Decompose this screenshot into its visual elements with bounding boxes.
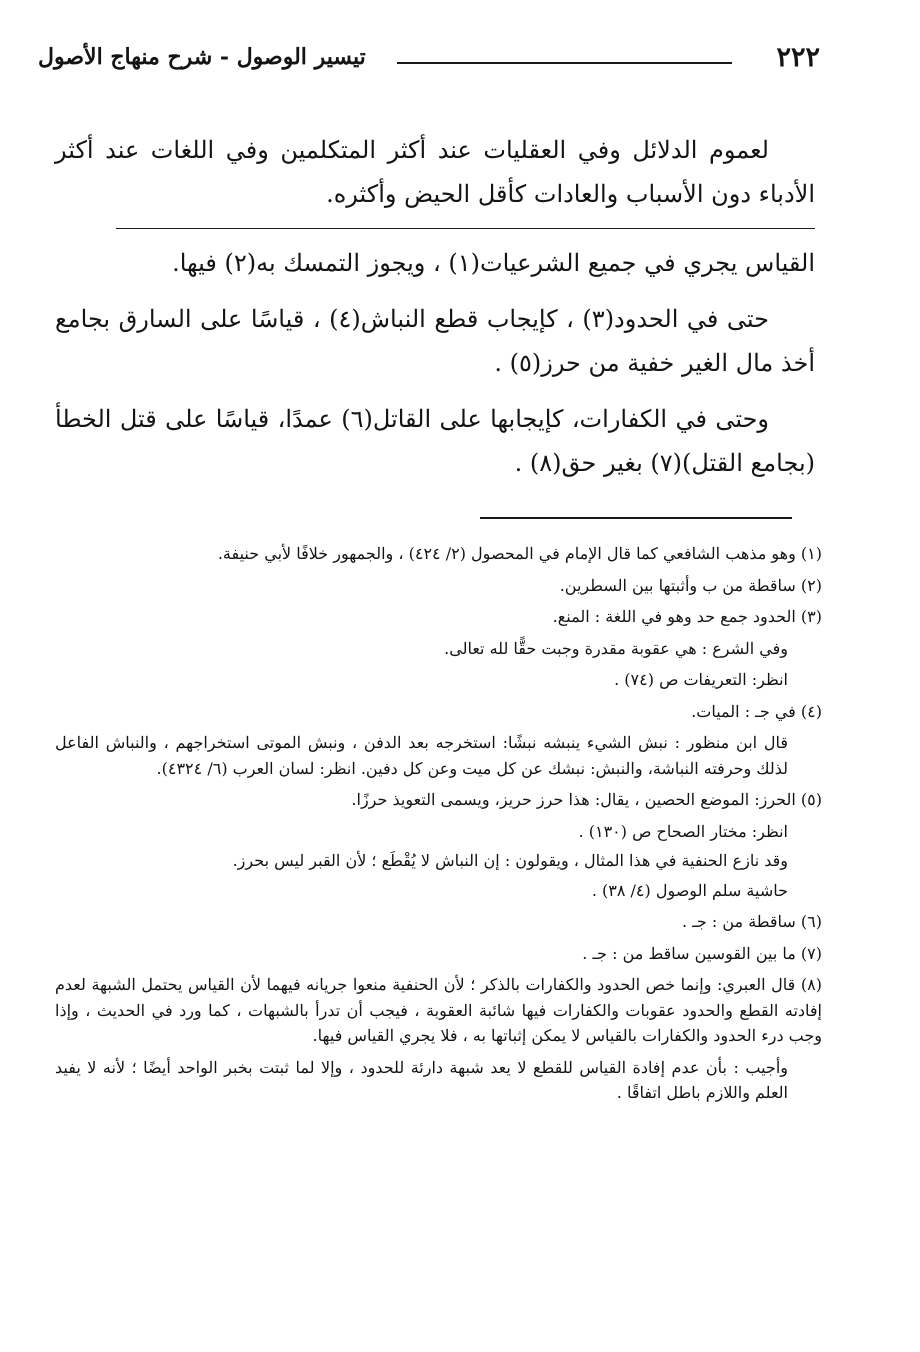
footnote-5-source: حاشية سلم الوصول (٤/ ٣٨) . (591, 880, 788, 900)
book-title: تيسير الوصول - شرح منهاج الأصول (38, 44, 366, 70)
paragraph-qiyas-shariyat: القياس يجري في جميع الشرعيات(١) ، ويجوز التمسك به(٢) فيها. (172, 249, 815, 277)
footnote-5-continuation: وقد نازع الحنفية في هذا المثال ، ويقولون : إن النباش لا يُقْطَع ؛ لأن القبر ليس بحرز. (232, 851, 788, 870)
paragraph-text: وحتى في الكفارات، كإيجابها على القاتل(٦) عمدًا، قياسًا على قتل الخطأ (بجامع القتل)(٧) بغير حق(٨) . (55, 405, 815, 477)
footnote-5: (٥) الحرز: الموضع الحصين ، يقال: هذا حرز حريز، ويسمى التعويذ حرزًا. (351, 790, 822, 809)
footnote-1: (١) وهو مذهب الشافعي كما قال الإمام في المحصول (٢/ ٤٢٤) ، والجمهور خلافًا لأبي حنيفة. (217, 544, 822, 563)
running-header (38, 42, 820, 82)
paragraph-kaffarat (55, 397, 815, 485)
footnote-separator (480, 517, 792, 519)
footnote-2: (٢) ساقطة من ب وأثبتها بين السطرين. (559, 575, 822, 595)
paragraph-hudud (55, 297, 815, 385)
footnotes (55, 541, 822, 1112)
main-text (55, 128, 815, 485)
paragraph-continuation (55, 128, 815, 216)
footnote-8-continuation: وأجيب : بأن عدم إفادة القياس للقطع لا يعد شبهة دارئة للحدود ، وإلا لما ثبتت بخبر الواحد أيضًا ؛ لأنه لا يفيد العلم واللازم باطل اتفاقًا . (55, 1057, 788, 1102)
footnote-3-reference: انظر: التعريفات ص (٧٤) . (614, 670, 788, 689)
page-number: ٢٢٢ (776, 42, 820, 73)
footnote-4-continuation: قال ابن منظور : نبش الشيء ينبشه نبشًا: استخرجه بعد الدفن ، ونبش الموتى استخراجهم ، والنباش الفاعل لذلك وحرفته النباشة، والنبش: نبشك عن كل ميت وعن كل دفين. انظر: لسان العرب (٦/ ٤٣٢٤). (55, 733, 788, 778)
footnote-7: (٧) ما بين القوسين ساقط من : جـ . (582, 943, 822, 963)
footnote-5-reference: انظر: مختار الصحاح ص (١٣٠) . (578, 821, 788, 841)
footnote-3: (٣) الحدود جمع حد وهو في اللغة : المنع. (552, 607, 822, 626)
paragraph-text: حتى في الحدود(٣) ، كإيجاب قطع النباش(٤) ، قياسًا على السارق بجامع أخذ مال الغير خفية من حرز(٥) . (55, 305, 815, 377)
footnote-3-continuation: وفي الشرع : هي عقوبة مقدرة وجبت حقًّا لله تعالى. (444, 638, 788, 658)
footnote-6: (٦) ساقطة من : جـ . (682, 912, 822, 931)
section-divider (116, 228, 815, 229)
paragraph-text: لعموم الدلائل وفي العقليات عند أكثر المتكلمين وفي اللغات عند أكثر الأدباء دون الأسباب والعادات كأقل الحيض وأكثره. (55, 136, 815, 208)
footnote-8: (٨) قال العبري: وإنما خص الحدود والكفارات بالذكر ؛ لأن الحنفية منعوا جريانه فيهما لأن القياس يحتمل الشبهة لعدم إفادته القطع والحدود عقوبات والكفارات فيها شائبة العقوبة ، فيجب أن تدرأ بالشبهات ، كما ورد في الحديث ، وإذا وجب درء الحدود والكفارات بالقياس لا يمكن إثباتها به ، فلا يجري القياس فيها. (55, 975, 823, 1045)
footnote-4: (٤) في جـ : الميات. (691, 701, 822, 721)
header-rule (397, 62, 732, 64)
